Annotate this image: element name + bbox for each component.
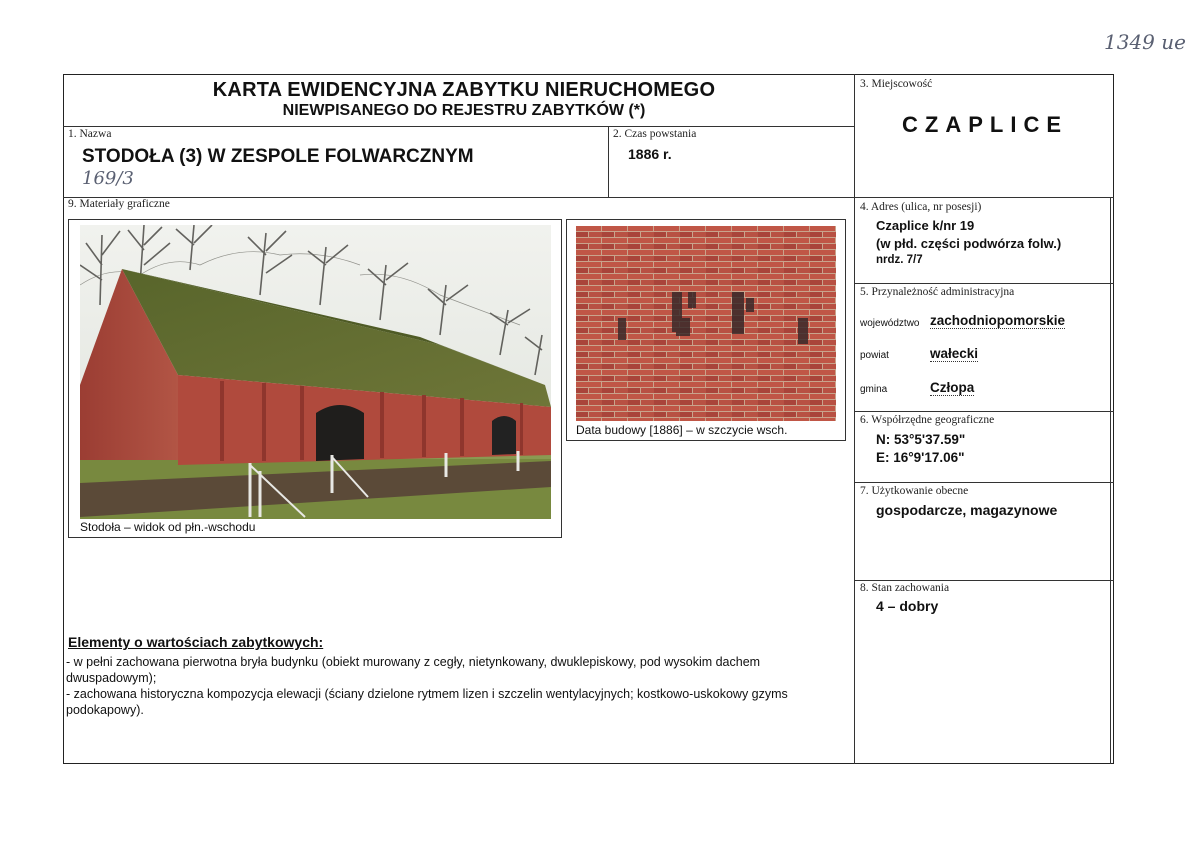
voivodeship-value: zachodniopomorskie — [930, 313, 1066, 328]
address-line-3: nrdz. 7/7 — [876, 254, 923, 266]
addr-divider — [854, 283, 1114, 284]
elements-heading: Elementy o wartościach zabytkowych: — [68, 634, 324, 650]
main-photo-caption: Stodoła – widok od płn.-wschodu — [80, 520, 256, 534]
address-line-2: (w płd. części podwórza folw.) — [876, 236, 1062, 251]
field-8-label: 8. Stan zachowania — [860, 582, 950, 594]
elements-item-1: - w pełni zachowana pierwotna bryła budynku (obiekt murowany z cegły, nietynkowany, dwuklepiskowy, pod wysokim dachem dwuspadowym); — [66, 655, 761, 685]
name-divider — [63, 197, 1114, 198]
object-name: STODOŁA (3) W ZESPOLE FOLWARCZNYM — [82, 146, 474, 167]
card-title: KARTA EWIDENCYJNA ZABYTKU NIERUCHOMEGO — [212, 79, 716, 101]
detail-photo-frame — [566, 219, 846, 441]
field-9-label: 9. Materiały graficzne — [68, 198, 170, 210]
town-name: CZAPLICE — [902, 112, 1068, 137]
field-7-label: 7. Użytkowanie obecne — [860, 485, 969, 497]
longitude: E: 16°9'17.06" — [876, 450, 965, 465]
handwritten-number: 169/3 — [82, 168, 134, 189]
corner-annotation: 1349 ue — [1104, 30, 1186, 54]
current-usage: gospodarcze, magazynowe — [876, 502, 1058, 518]
commune-value: Człopa — [930, 380, 975, 395]
adm-divider — [854, 411, 1114, 412]
main-divider — [854, 74, 855, 764]
field-6-label: 6. Współrzędne geograficzne — [860, 414, 995, 426]
condition: 4 – dobry — [876, 598, 939, 614]
address-line-1: Czaplice k/nr 19 — [876, 218, 975, 233]
latitude: N: 53°5'37.59" — [876, 432, 966, 447]
usage-divider — [854, 580, 1114, 581]
county-label: powiat — [860, 350, 889, 361]
card-subtitle: NIEWPISANEGO DO REJESTRU ZABYTKÓW (*) — [282, 102, 646, 119]
barn-photo — [80, 225, 551, 519]
field-1-label: 1. Nazwa — [68, 128, 112, 140]
county-value: wałecki — [930, 346, 979, 361]
title-divider — [63, 126, 855, 127]
name-date-divider — [608, 126, 609, 198]
field-3-label: 3. Miejscowość — [860, 78, 933, 90]
main-photo-frame — [68, 219, 562, 538]
brick-date-photo — [576, 226, 836, 421]
field-4-label: 4. Adres (ulica, nr posesji) — [860, 201, 982, 213]
field-2-label: 2. Czas powstania — [613, 128, 697, 140]
commune-label: gmina — [860, 384, 888, 395]
detail-photo-caption: Data budowy [1886] – w szczycie wsch. — [576, 423, 788, 437]
coords-divider — [854, 482, 1114, 483]
field-5-label: 5. Przynależność administracyjna — [860, 286, 1015, 298]
right-inner-edge — [1110, 197, 1111, 764]
elements-item-2: - zachowana historyczna kompozycja elewacji (ściany dzielone rytmem lizen i szczelin wentylacyjnych; kostkowo-uskokowy gzyms podokapowy). — [66, 687, 788, 717]
voivodeship-label: województwo — [860, 318, 920, 329]
construction-date: 1886 r. — [628, 146, 672, 162]
